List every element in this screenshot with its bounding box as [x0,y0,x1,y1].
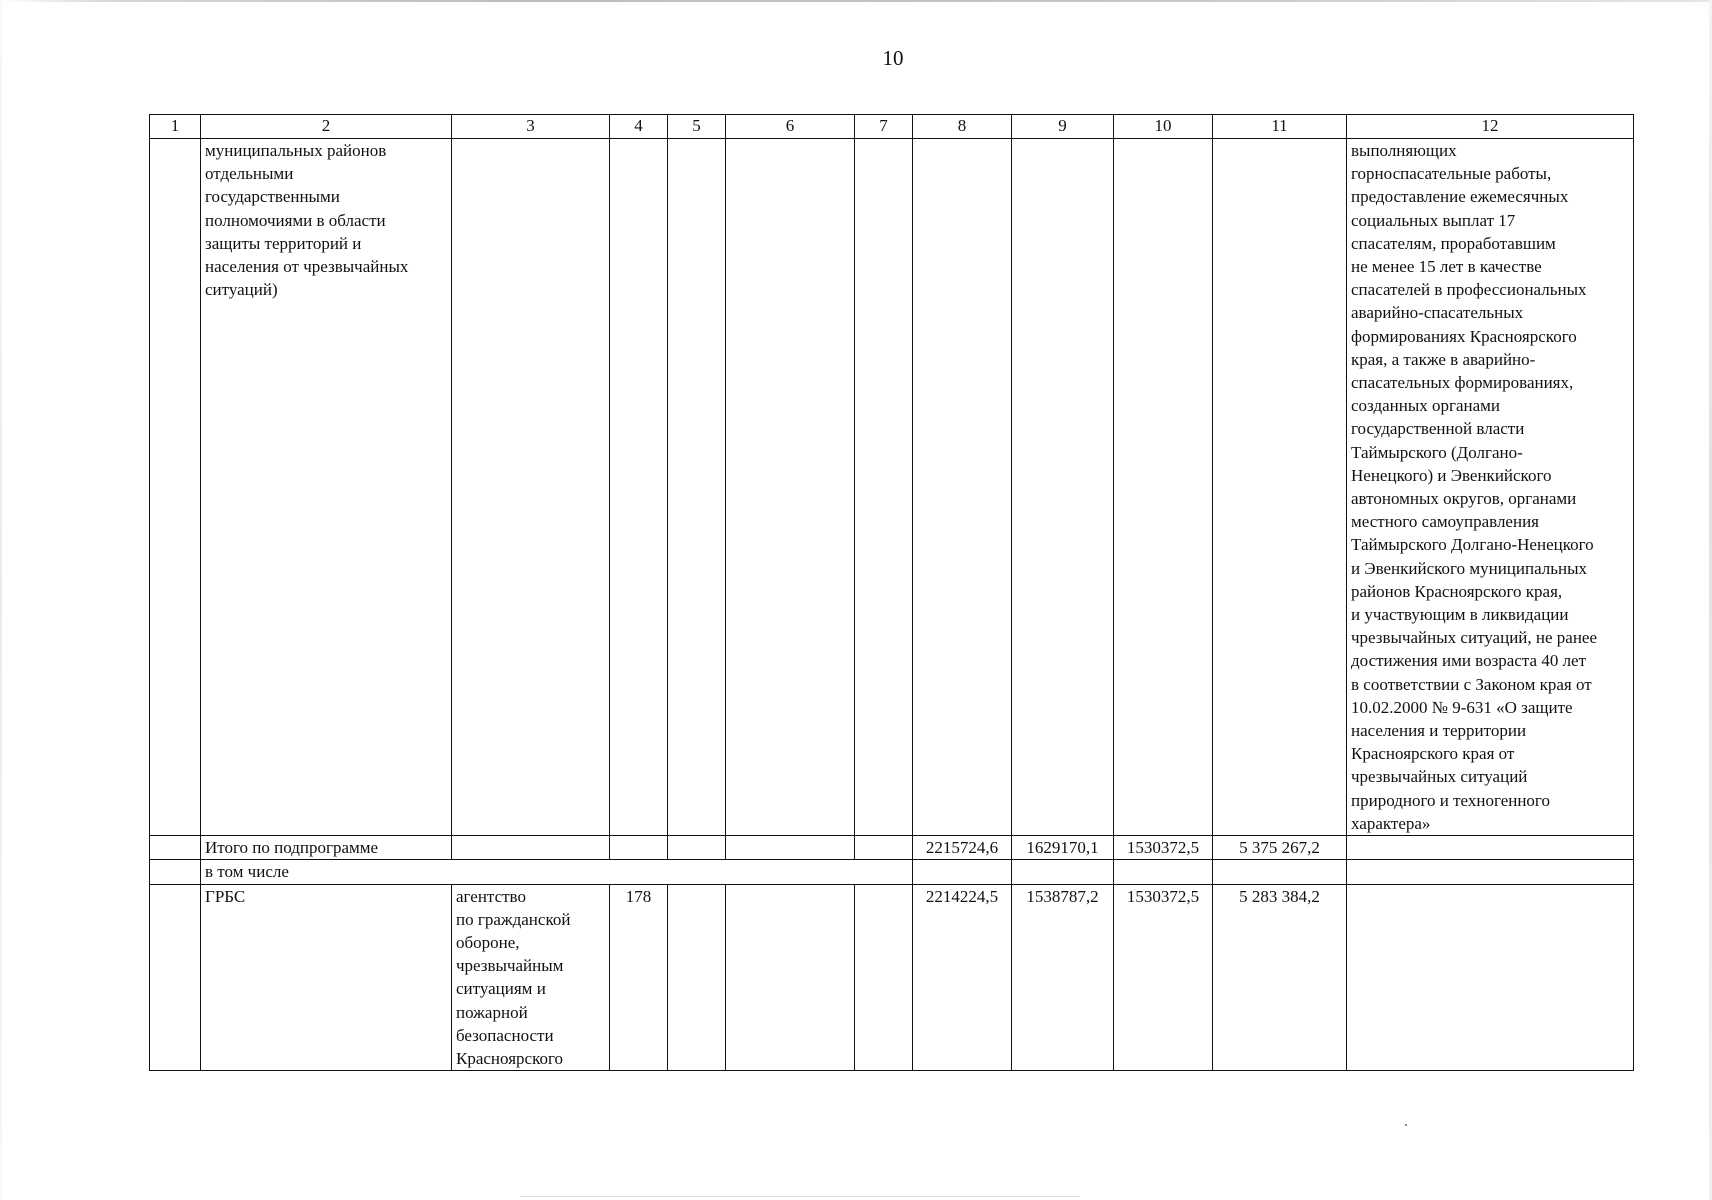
text-line: ситуаций) [205,280,278,300]
grbs-col11: 5 283 384,2 [1213,884,1347,1071]
table-cell [1347,884,1634,1071]
text-line: Таймырского (Долгано- [1351,442,1523,462]
text-line: спасателям, проработавшим [1351,233,1556,253]
table-cell [668,836,726,860]
text-line: не менее 15 лет в качестве [1351,257,1542,277]
text-line: и Эвенкийского муниципальных [1351,558,1588,578]
text-line: спасателей в профессиональных [1351,280,1587,300]
table-cell [150,836,201,860]
grbs-label: ГРБС [201,884,452,1071]
table-cell [1114,139,1213,836]
scan-edge-bottom [520,1196,1080,1197]
text-line: достижения ими возраста 40 лет [1351,651,1587,671]
text-line: в соответствии с Законом края от [1351,674,1592,694]
grbs-col8: 2214224,5 [913,884,1012,1071]
column-number: 8 [913,115,1012,139]
total-label: Итого по подпрограмме [201,836,452,860]
grbs-agency-cell [452,884,610,1071]
text-line: отдельными [205,164,294,184]
text-line: горноспасательные работы, [1351,164,1552,184]
total-col11: 5 375 267,2 [1213,836,1347,860]
text-line: полномочиями в области [205,210,386,230]
text-line: формированиях Красноярского [1351,326,1577,346]
column-number: 10 [1114,115,1213,139]
table-cell [1213,860,1347,884]
text-line: края, а также в аварийно- [1351,349,1536,369]
table-cell [150,860,201,884]
column-number: 11 [1213,115,1347,139]
table-cell [1213,139,1347,836]
scan-edge-top [0,0,1712,2]
page-number: 10 [882,46,904,70]
column-number: 6 [726,115,855,139]
table-cell [1012,860,1114,884]
text-line: чрезвычайным [456,956,564,976]
grbs-row [150,884,1634,1071]
column-number: 3 [452,115,610,139]
including-label: в том числе [201,860,913,884]
text-line: Красноярского края от [1351,744,1515,764]
table-cell [726,836,855,860]
text-line: защиты территорий и [205,233,362,253]
expected-result-cell [1347,139,1634,836]
column-number: 2 [201,115,452,139]
table-cell [855,884,913,1071]
column-number: 7 [855,115,913,139]
table-cell [855,139,913,836]
text-line: характера» [1351,813,1431,833]
subprogram-total-row [150,836,1634,860]
measure-description-cell [201,139,452,836]
including-row [150,860,1634,884]
text-line: обороне, [456,932,520,952]
text-line: муниципальных районов [205,141,387,160]
table-cell [150,884,201,1071]
table-cell [726,139,855,836]
text-line: агентство [456,886,526,906]
text-line: районов Красноярского края, [1351,581,1563,601]
column-number: 5 [668,115,726,139]
table-cell [913,860,1012,884]
text-line: аварийно-спасательных [1351,303,1524,323]
table-cell [452,836,610,860]
text-line: чрезвычайных ситуаций [1351,767,1528,787]
grbs-col9: 1538787,2 [1012,884,1114,1071]
column-number: 9 [1012,115,1114,139]
total-col8: 2215724,6 [913,836,1012,860]
table-cell [1347,860,1634,884]
grbs-col10: 1530372,5 [1114,884,1213,1071]
table-cell [150,139,201,836]
text-line: безопасности [456,1025,554,1045]
text-line: Таймырского Долгано-Ненецкого [1351,535,1594,555]
table-cell [452,139,610,836]
column-number: 12 [1347,115,1634,139]
table-cell [610,836,668,860]
program-table [149,114,1634,1071]
text-line: природного и техногенного [1351,790,1550,810]
text-line: Красноярского [456,1048,564,1068]
table-cell [913,139,1012,836]
table-cell [668,139,726,836]
table-cell [1012,139,1114,836]
total-col9: 1629170,1 [1012,836,1114,860]
text-line: по гражданской [456,909,571,929]
table-cell [668,884,726,1071]
continuation-row [150,139,1634,836]
text-line: созданных органами [1351,396,1501,416]
text-line: местного самоуправления [1351,512,1539,532]
table-cell [855,836,913,860]
grbs-code: 178 [610,884,668,1071]
scan-edge-left [0,0,2,1200]
text-line: автономных округов, органами [1351,489,1577,509]
text-line: населения от чрезвычайных [205,257,409,277]
text-line: и участвующим в ликвидации [1351,605,1569,625]
text-line: населения и территории [1351,721,1527,741]
text-line: государственными [205,187,340,207]
text-line: выполняющих [1351,141,1457,160]
text-line: ситуациям и [456,979,546,999]
column-number: 1 [150,115,201,139]
text-line: спасательных формированиях, [1351,373,1574,393]
column-number-row [150,115,1634,139]
text-line: социальных выплат 17 [1351,210,1516,230]
table-cell [610,139,668,836]
text-line: Ненецкого) и Эвенкийского [1351,465,1552,485]
text-line: государственной власти [1351,419,1525,439]
table-cell [726,884,855,1071]
table-cell [1114,860,1213,884]
total-col10: 1530372,5 [1114,836,1213,860]
text-line: 10.02.2000 № 9-631 «О защите [1351,697,1573,717]
table-cell [1347,836,1634,860]
scan-speck [1405,1124,1407,1126]
text-line: предоставление ежемесячных [1351,187,1569,207]
text-line: пожарной [456,1002,528,1022]
text-line: чрезвычайных ситуаций, не ранее [1351,628,1598,648]
column-number: 4 [610,115,668,139]
